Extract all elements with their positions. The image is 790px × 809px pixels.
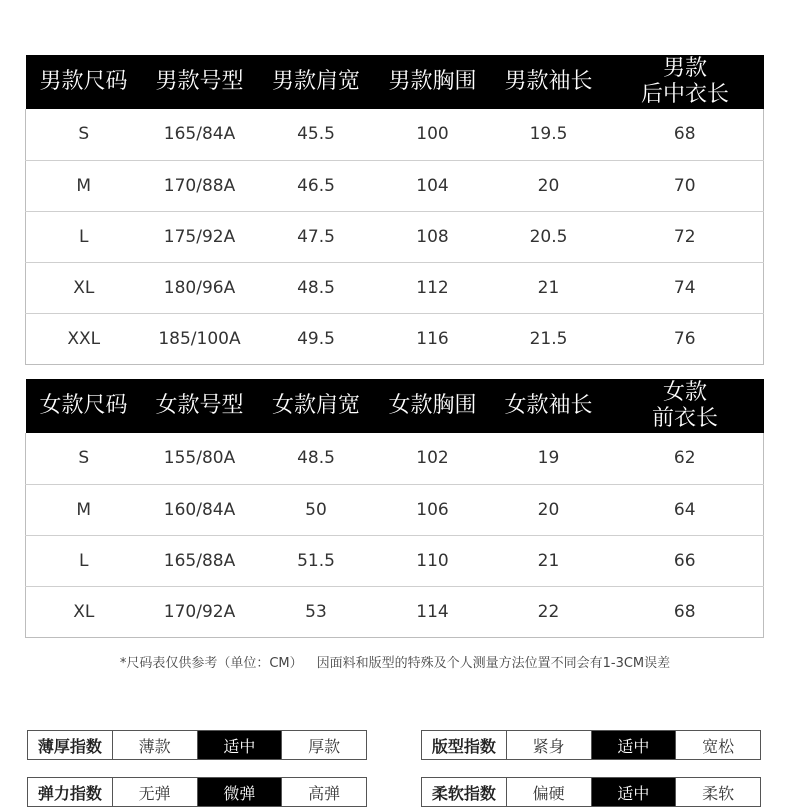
size-note-unit: *尺码表仅供参考（单位：CM） (119, 656, 303, 671)
women-cell-shoulder: 53 (258, 586, 375, 637)
index-option: 微弹 (197, 778, 282, 806)
men-cell-size: S (26, 109, 142, 160)
men-table-body (26, 109, 764, 364)
men-header-chest: 男款胸围 (388, 69, 477, 94)
women-cell-size: XL (26, 586, 142, 637)
women-cell-fit-code: 165/88A (142, 535, 258, 586)
index-option: 紧身 (506, 731, 591, 759)
fit-index-bar (421, 730, 761, 760)
men-cell-shoulder: 49.5 (258, 313, 375, 364)
men-cell-shoulder: 46.5 (258, 160, 375, 211)
size-note-tolerance: 因面料和版型的特殊及个人测量方法位置不同会有1-3CM误差 (316, 656, 671, 671)
women-cell-size: L (26, 535, 142, 586)
men-table-row (26, 262, 764, 313)
men-cell-length: 72 (607, 211, 764, 262)
men-header-back-length (607, 55, 764, 109)
women-cell-length: 62 (607, 433, 764, 484)
index-label: 薄厚指数 (28, 731, 112, 759)
elasticity-index-bar (27, 777, 367, 807)
women-header-shoulder: 女款肩宽 (271, 393, 360, 418)
men-header-shoulder: 男款肩宽 (271, 69, 360, 94)
women-table-header (26, 379, 764, 433)
index-option: 偏硬 (506, 778, 591, 806)
women-cell-shoulder: 51.5 (258, 535, 375, 586)
women-cell-chest: 106 (375, 484, 491, 535)
index-option: 厚款 (281, 731, 366, 759)
index-option: 宽松 (675, 731, 760, 759)
men-cell-length: 76 (607, 313, 764, 364)
index-option: 薄款 (112, 731, 197, 759)
men-cell-shoulder: 47.5 (258, 211, 375, 262)
women-cell-sleeve: 20 (491, 484, 607, 535)
men-header-fit-code: 男款号型 (155, 69, 244, 94)
index-option: 柔软 (675, 778, 760, 806)
women-cell-fit-code: 160/84A (142, 484, 258, 535)
women-header-front-length-line1: 女款 (662, 380, 707, 405)
women-cell-chest: 114 (375, 586, 491, 637)
men-table-row (26, 109, 764, 160)
men-cell-length: 68 (607, 109, 764, 160)
men-cell-sleeve: 20 (491, 160, 607, 211)
men-cell-sleeve: 21 (491, 262, 607, 313)
men-cell-shoulder: 45.5 (258, 109, 375, 160)
women-cell-chest: 110 (375, 535, 491, 586)
thickness-index-bar (27, 730, 367, 760)
women-cell-size: M (26, 484, 142, 535)
women-table-body (26, 433, 764, 637)
men-cell-sleeve: 20.5 (491, 211, 607, 262)
women-header-front-length-line2: 前衣长 (651, 406, 718, 431)
men-cell-fit-code: 180/96A (142, 262, 258, 313)
men-header-sleeve: 男款袖长 (504, 69, 593, 94)
size-note (0, 652, 790, 671)
men-cell-length: 70 (607, 160, 764, 211)
women-cell-chest: 102 (375, 433, 491, 484)
index-option: 适中 (591, 778, 676, 806)
women-cell-length: 68 (607, 586, 764, 637)
index-option: 适中 (591, 731, 676, 759)
women-cell-shoulder: 50 (258, 484, 375, 535)
women-table-row (26, 586, 764, 637)
men-header-size: 男款尺码 (39, 69, 128, 94)
women-header-sleeve: 女款袖长 (504, 393, 593, 418)
index-label: 柔软指数 (422, 778, 506, 806)
men-cell-fit-code: 165/84A (142, 109, 258, 160)
index-label: 版型指数 (422, 731, 506, 759)
women-header-front-length (607, 379, 764, 433)
men-size-table (25, 55, 764, 365)
men-table-row (26, 211, 764, 262)
men-cell-chest: 100 (375, 109, 491, 160)
women-cell-length: 64 (607, 484, 764, 535)
women-table-row (26, 433, 764, 484)
women-header-chest: 女款胸围 (388, 393, 477, 418)
softness-index-bar (421, 777, 761, 807)
men-cell-chest: 116 (375, 313, 491, 364)
men-cell-size: M (26, 160, 142, 211)
index-option: 适中 (197, 731, 282, 759)
men-cell-size: XL (26, 262, 142, 313)
men-table-header (26, 55, 764, 109)
men-table-row (26, 160, 764, 211)
men-cell-size: L (26, 211, 142, 262)
men-cell-fit-code: 170/88A (142, 160, 258, 211)
men-cell-length: 74 (607, 262, 764, 313)
index-option: 无弹 (112, 778, 197, 806)
men-cell-chest: 108 (375, 211, 491, 262)
men-header-back-length-line2: 后中衣长 (640, 82, 729, 107)
men-table-row (26, 313, 764, 364)
men-cell-fit-code: 185/100A (142, 313, 258, 364)
index-option: 高弹 (281, 778, 366, 806)
women-cell-sleeve: 21 (491, 535, 607, 586)
women-cell-length: 66 (607, 535, 764, 586)
men-cell-sleeve: 21.5 (491, 313, 607, 364)
women-cell-sleeve: 22 (491, 586, 607, 637)
women-size-table (25, 379, 764, 638)
men-cell-chest: 112 (375, 262, 491, 313)
women-header-fit-code: 女款号型 (155, 393, 244, 418)
index-label: 弹力指数 (28, 778, 112, 806)
women-table-row (26, 535, 764, 586)
women-cell-shoulder: 48.5 (258, 433, 375, 484)
women-cell-fit-code: 170/92A (142, 586, 258, 637)
men-cell-chest: 104 (375, 160, 491, 211)
men-cell-size: XXL (26, 313, 142, 364)
men-cell-shoulder: 48.5 (258, 262, 375, 313)
women-cell-sleeve: 19 (491, 433, 607, 484)
men-header-back-length-line1: 男款 (662, 56, 707, 81)
men-cell-sleeve: 19.5 (491, 109, 607, 160)
men-cell-fit-code: 175/92A (142, 211, 258, 262)
women-cell-size: S (26, 433, 142, 484)
women-cell-fit-code: 155/80A (142, 433, 258, 484)
women-table-row (26, 484, 764, 535)
women-header-size: 女款尺码 (39, 393, 128, 418)
